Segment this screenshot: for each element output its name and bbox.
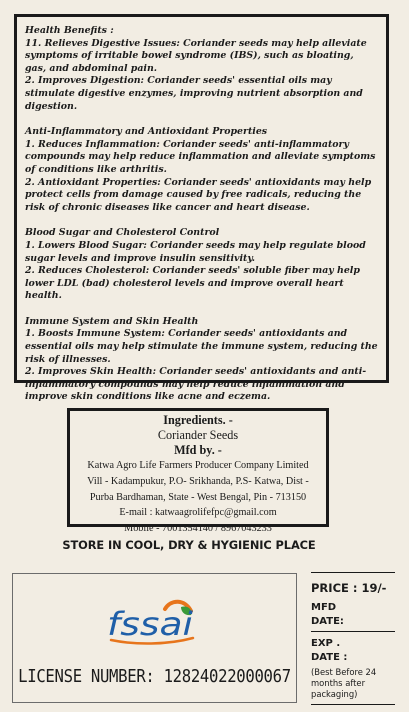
company-name: Katwa Agro Life Farmers Producer Company Limited [87, 460, 309, 472]
mobile-line: Mobile - 7001354140 / 8967043233 [124, 522, 272, 534]
exp-block [311, 637, 347, 665]
info-panel [311, 570, 409, 710]
mfd-label: MFD [311, 602, 337, 613]
immune-item-1: 1. Boosts Immune System: Coriander seeds' antioxidants and essential oils may help stimulate the immune system, reducing the risk of illnesses. [25, 328, 378, 365]
digestive-item-1: 11. Relieves Digestive Issues: Coriander seeds may help alleviate symptoms of irritable bowel syndrome (IBS), such as bloating, gas, and abdominal pain. [25, 37, 367, 74]
mfd-date-label: DATE: [311, 616, 344, 627]
divider-middle [311, 631, 395, 632]
divider-top [311, 572, 395, 573]
anti-inflammatory-item-1: 1. Reduces Inflammation: Coriander seeds' anti-inflammatory compounds may help reduce inflammation and alleviate symptoms of conditions like arthritis. [25, 138, 376, 175]
exp-label: EXP . [311, 638, 341, 649]
fssai-box [12, 573, 297, 703]
email-line: E-mail : katwaagrolifefpc@gmail.com [119, 507, 277, 519]
mfd-block [311, 601, 344, 629]
address-line-2: Purba Bardhaman, State - West Bengal, Pin - 713150 [89, 491, 307, 503]
exp-date-label: DATE : [311, 652, 348, 663]
health-benefits-box [14, 14, 389, 403]
fssai-logo-text: fssai [107, 605, 194, 643]
ingredients-value: Coriander Seeds [157, 427, 239, 442]
best-before-note: (Best Before 24 months after packaging) [311, 667, 377, 699]
blood-sugar-item-1: 1. Lowers Blood Sugar: Coriander seeds may help regulate blood sugar levels and improve insulin sensitivity. [25, 239, 366, 264]
immune-title: Immune System and Skin Health [25, 315, 199, 327]
digestive-item-2: 2. Improves Digestion: Coriander seeds' essential oils may stimulate digestive enzymes, improving nutrient absorption and digestion. [25, 75, 363, 112]
blood-sugar-title: Blood Sugar and Cholesterol Control [25, 227, 220, 239]
blood-sugar-section [25, 227, 378, 303]
immune-item-2: 2. Improves Skin Health: Coriander seeds' antioxidants and anti-inflammatory compounds may help reduce inflammation and improve skin conditions like acne and eczema. [25, 366, 367, 403]
digestive-section [25, 25, 378, 113]
health-benefits-heading: Health Benefits : [25, 25, 114, 36]
mfd-by-heading: Mfd by. - [174, 442, 222, 457]
ingredients-box [67, 408, 329, 534]
blood-sugar-item-2: 2. Reduces Cholesterol: Coriander seeds' soluble fiber may help lower LDL (bad) cholesterol levels and improve overall heart health. [25, 265, 360, 302]
price-label: PRICE : 19/- [311, 581, 387, 595]
ingredients-heading: Ingredients. - [163, 413, 233, 427]
anti-inflammatory-item-2: 2. Antioxidant Properties: Coriander seeds' antioxidants may help protect cells from damage caused by free radicals, reducing the risk of chronic diseases like cancer and heart disease. [25, 176, 372, 213]
immune-section [25, 316, 378, 404]
storage-instruction: STORE IN COOL, DRY & HYGIENIC PLACE [62, 538, 316, 552]
anti-inflammatory-section [25, 126, 378, 214]
address-line-1: Vill - Kadampukur, P.O- Srikhanda, P.S- Katwa, Dist - [87, 475, 309, 487]
anti-inflammatory-title: Anti-Inflammatory and Antioxidant Properties [25, 126, 268, 138]
license-number: LICENSE NUMBER: 12824022000067 [18, 665, 291, 687]
divider-bottom [311, 704, 395, 705]
fssai-logo-icon [105, 601, 197, 645]
